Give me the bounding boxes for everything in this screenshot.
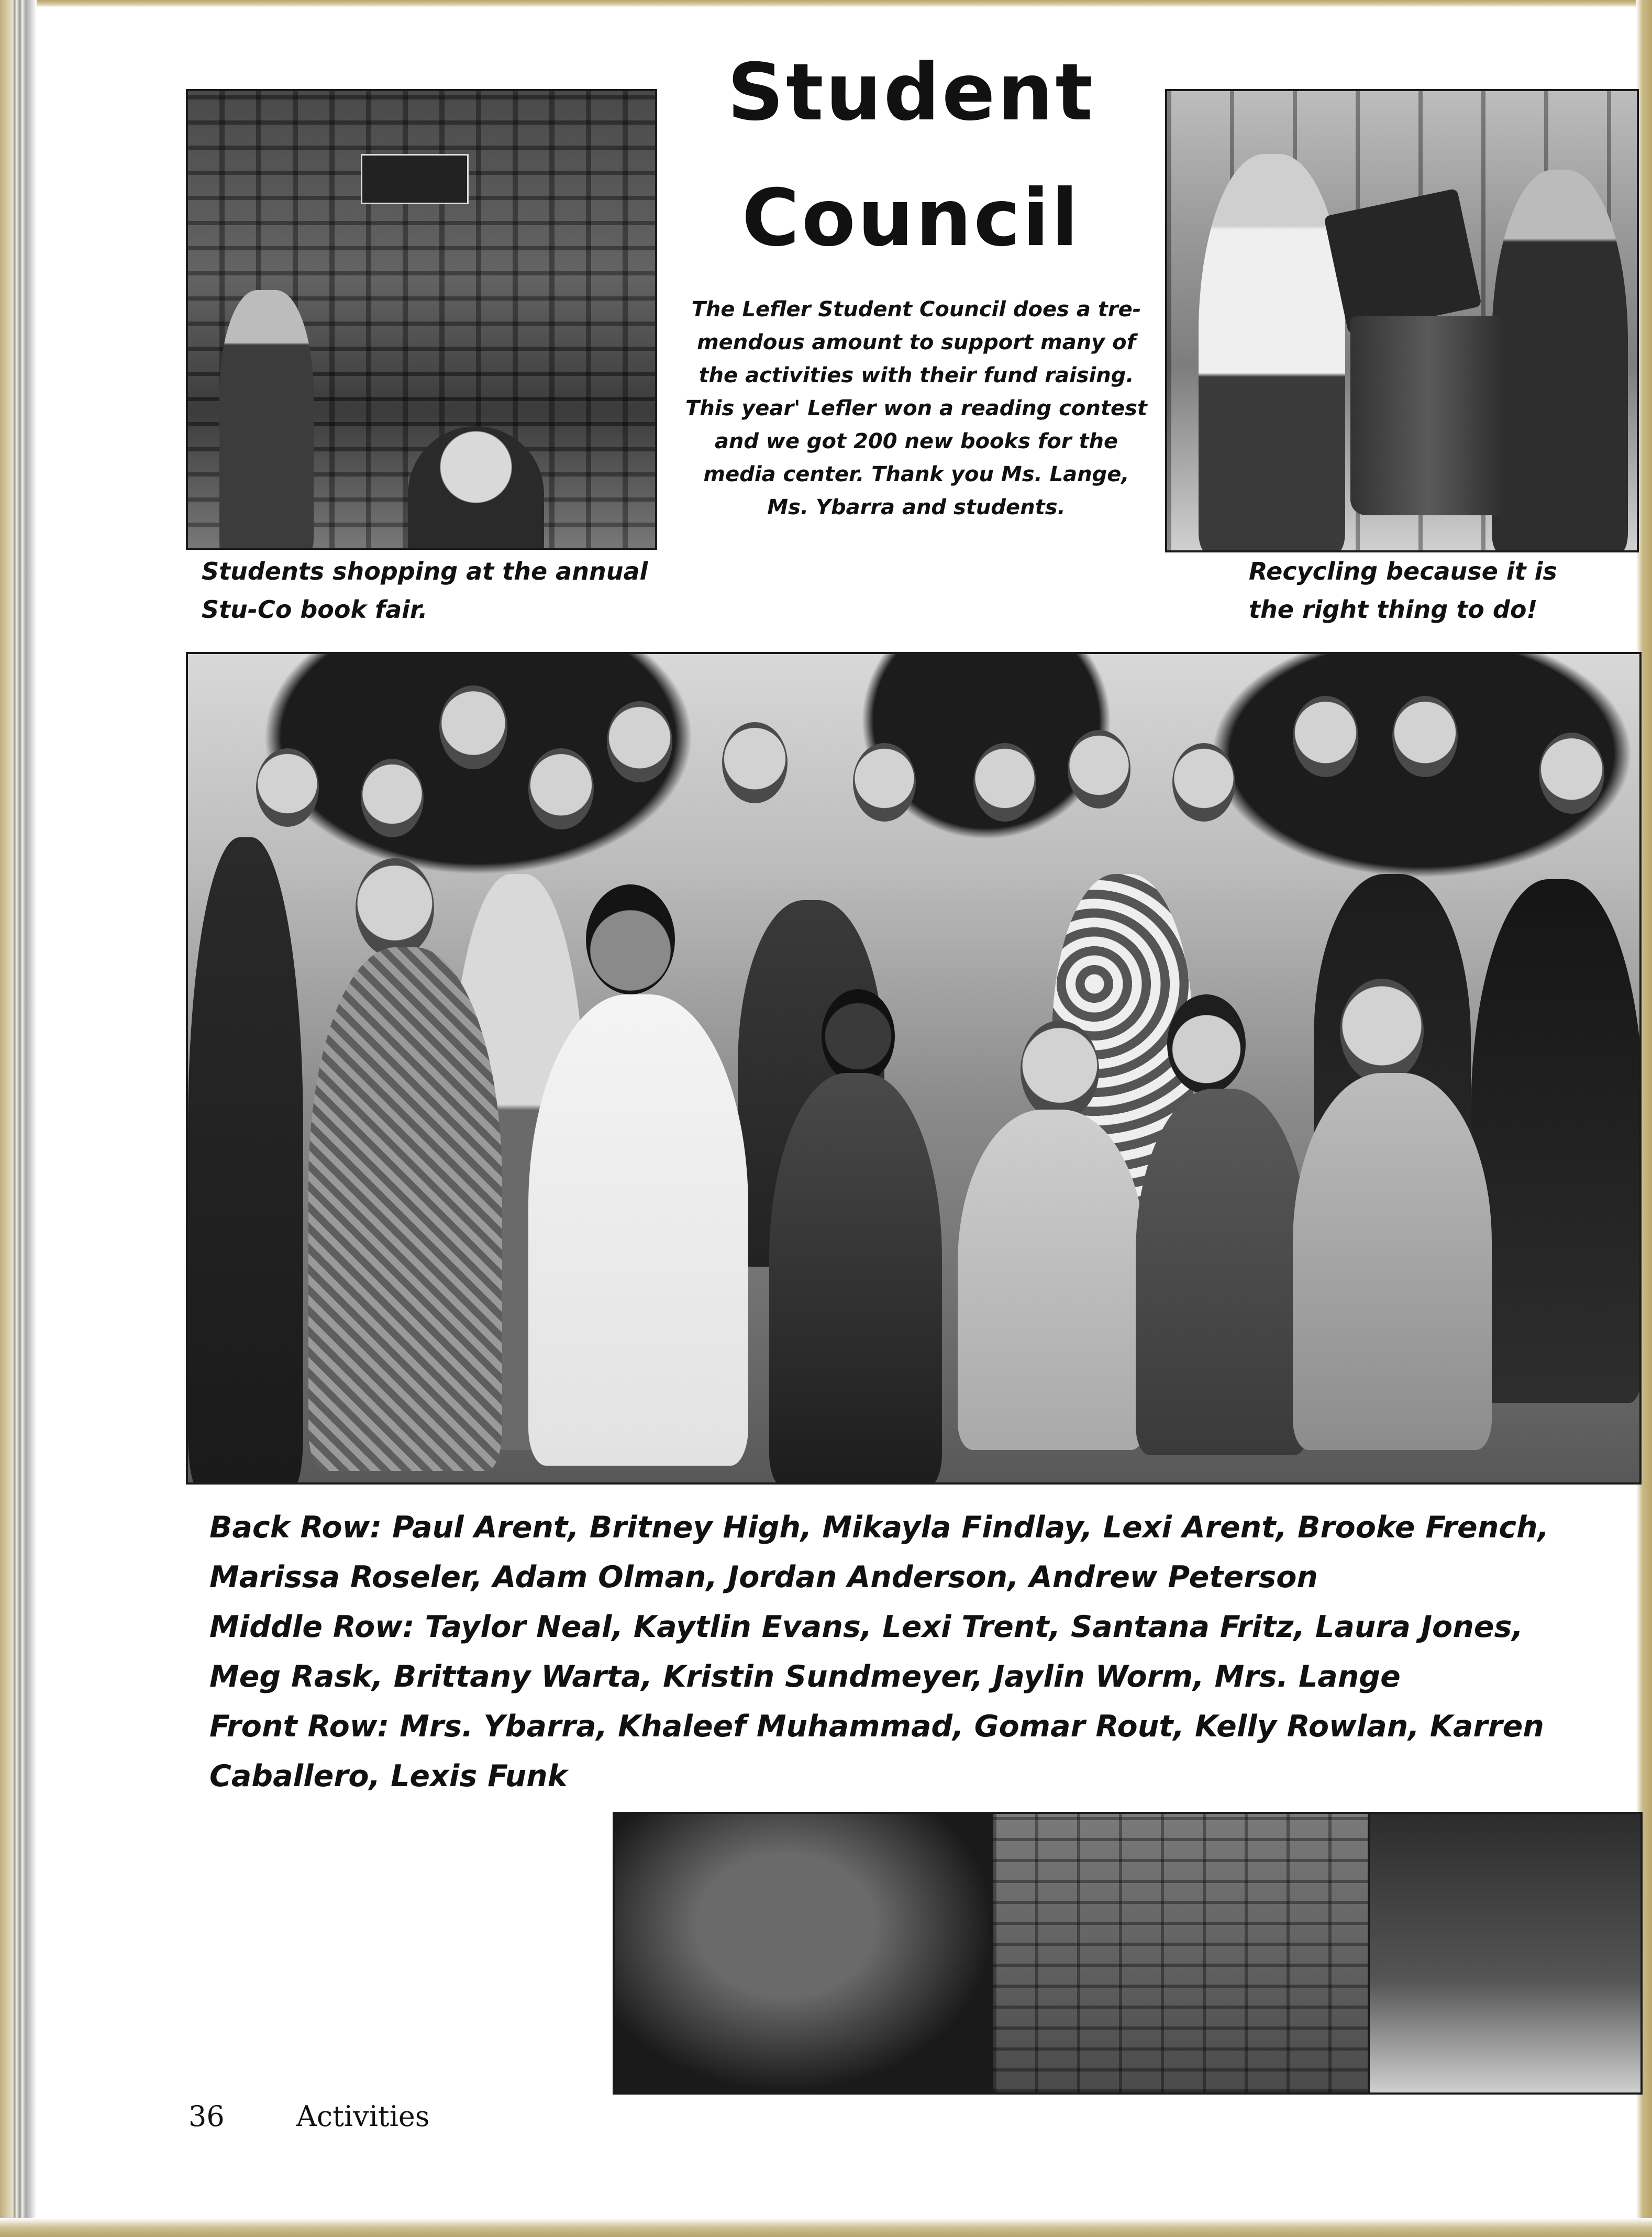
student-council-group-photo: [186, 652, 1642, 1485]
middle-row-line2: Meg Rask, Brittany Warta, Kristin Sundmeyer, Jaylin Worm, Mrs. Lange: [209, 1659, 1401, 1694]
person-head: [973, 743, 1036, 822]
recycling-caption: Recycling because it is the right thing to do!: [1249, 557, 1557, 624]
section-name: Activities: [296, 2100, 430, 2133]
recycling-photo: [1165, 89, 1639, 552]
group-photo-names: [209, 1503, 1644, 1801]
person-body: [958, 1110, 1146, 1450]
person-head: [439, 685, 507, 769]
back-row-line1: Back Row: Paul Arent, Britney High, Mikayla Findlay, Lexi Arent, Brooke French,: [209, 1510, 1549, 1545]
person-body: [1293, 1073, 1492, 1450]
page-title-line1: Student: [727, 47, 1095, 138]
back-row-line2: Marissa Roseler, Adam Olman, Jordan Anderson, Andrew Peterson: [209, 1560, 1318, 1594]
person-body: [1471, 879, 1642, 1403]
bottom-photo-teachers: [613, 1812, 997, 2095]
person-head: [256, 748, 319, 827]
person-body: [528, 994, 748, 1466]
person-head: [853, 743, 916, 822]
student-figure: [219, 290, 314, 550]
student-figure: [1199, 154, 1345, 552]
page-footer: [189, 2100, 430, 2133]
page-title-line2: Council: [741, 173, 1081, 264]
bottom-photo-students-cheering: [991, 1812, 1371, 2095]
person-head: [822, 989, 895, 1083]
front-row-line2: Caballero, Lexis Funk: [209, 1759, 568, 1793]
back-row-label: Back Row:: [209, 1510, 382, 1545]
intro-paragraph: The Lefler Student Council does a tre-mendous amount to support many of the activities with their fund raising. This year' Lefler won a reading contest and we got 200 new books for the media center. Thank you Ms. Lange, Ms. Ybarra and students.: [685, 297, 1147, 519]
person-head: [1539, 733, 1604, 814]
person-body: [188, 837, 303, 1485]
front-row-label: Front Row:: [209, 1709, 390, 1744]
student-figure: [1492, 170, 1628, 552]
person-head: [1068, 730, 1130, 809]
book-fair-caption: Students shopping at the annual Stu-Co book fair.: [202, 557, 648, 624]
person-body: [1136, 1089, 1309, 1455]
middle-row-label: Middle Row:: [209, 1610, 415, 1644]
recycling-bin: [1350, 316, 1507, 515]
bottom-photo-student-gift: [1368, 1812, 1643, 2095]
page-number: 36: [189, 2100, 225, 2133]
page-bottom-edge: [0, 2218, 1652, 2237]
person-head: [356, 858, 434, 958]
middle-row-line1: Middle Row: Taylor Neal, Kaytlin Evans, Lexi Trent, Santana Fritz, Laura Jones,: [209, 1610, 1524, 1644]
person-body: [769, 1073, 942, 1485]
person-head: [361, 759, 424, 837]
person-head: [607, 701, 672, 782]
person-head: [1021, 1021, 1099, 1120]
person-body: [308, 947, 502, 1471]
person-head: [1172, 743, 1235, 822]
person-head: [1167, 994, 1246, 1094]
front-row-line1: Front Row: Mrs. Ybarra, Khaleef Muhammad, Gomar Rout, Kelly Rowlan, Karren: [209, 1709, 1544, 1744]
page-top-edge: [0, 0, 1652, 7]
state-awards-sign: [361, 154, 469, 204]
person-head: [586, 884, 675, 994]
page-spine-edge: [0, 0, 37, 2237]
person-head: [1392, 696, 1458, 777]
book-fair-photo: [186, 89, 657, 550]
person-head: [1340, 979, 1424, 1083]
person-head: [722, 722, 788, 803]
person-head: [528, 748, 594, 829]
person-head: [1293, 696, 1358, 777]
